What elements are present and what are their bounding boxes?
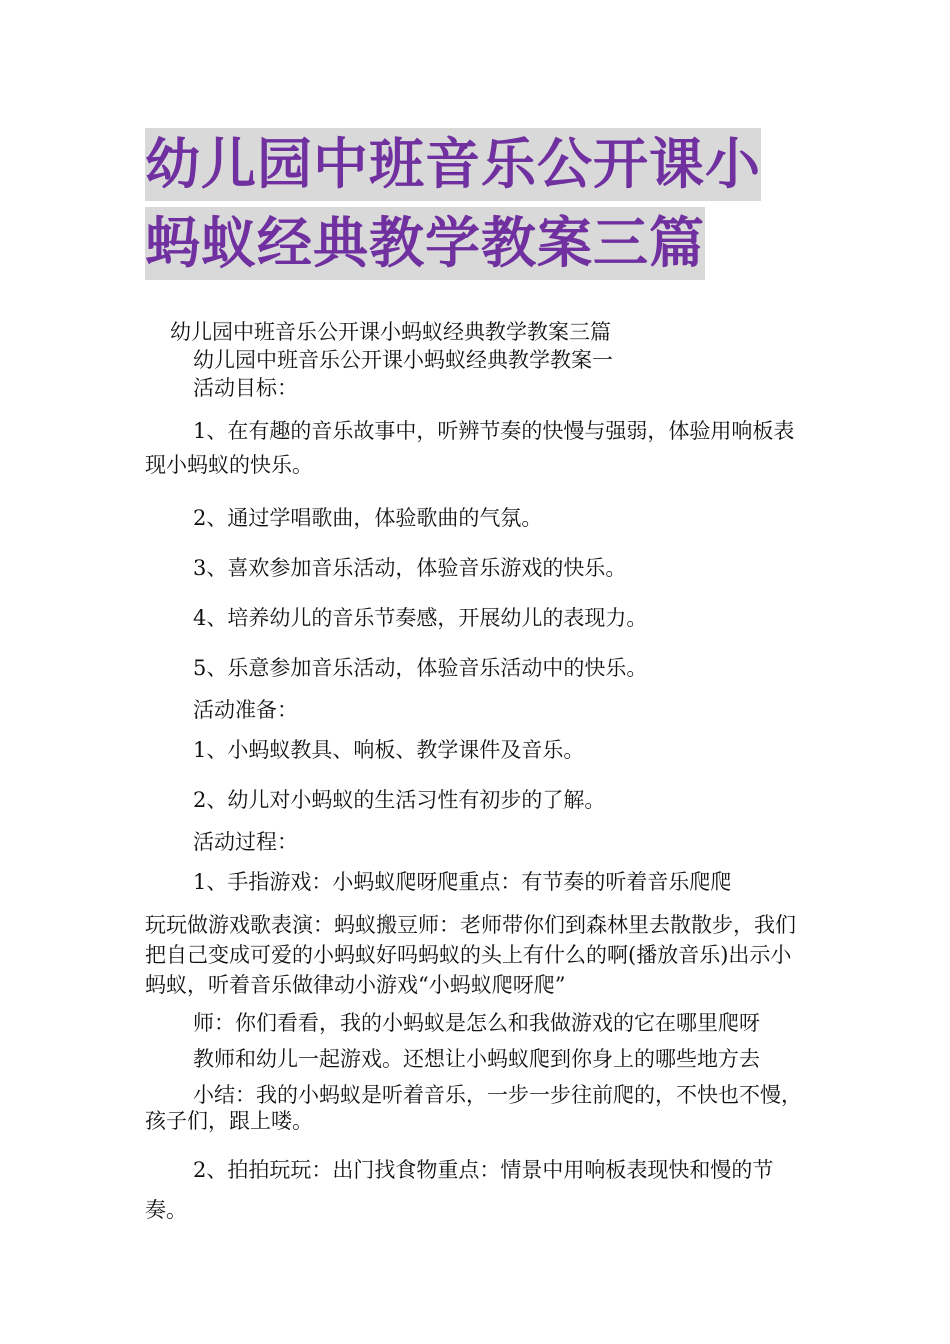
goal-item: 4、培养幼儿的音乐节奏感，开展幼儿的表现力。 bbox=[193, 606, 648, 630]
process-step-2: 2、拍拍玩玩：出门找食物重点：情景中用响板表现快和慢的节奏。 bbox=[145, 1158, 774, 1222]
together-line: 教师和幼儿一起游戏。还想让小蚂蚁爬到你身上的哪些地方去 bbox=[193, 1047, 760, 1071]
goals-heading: 活动目标： bbox=[193, 376, 298, 400]
title-line-2: 蚂蚁经典教学教案三篇 bbox=[145, 207, 705, 280]
teacher-line: 师：你们看看，我的小蚂蚁是怎么和我做游戏的它在哪里爬呀 bbox=[193, 1011, 760, 1035]
goal-item: 1、在有趣的音乐故事中，听辨节奏的快慢与强弱，体验用响板表现小蚂蚁的快乐。 bbox=[145, 419, 795, 477]
goal-item: 5、乐意参加音乐活动，体验音乐活动中的快乐。 bbox=[193, 656, 648, 680]
document-body bbox=[145, 318, 810, 1230]
subtitle: 幼儿园中班音乐公开课小蚂蚁经典教学教案三篇 bbox=[170, 320, 611, 344]
process-step-1: 1、手指游戏：小蚂蚁爬呀爬重点：有节奏的听着音乐爬爬 bbox=[193, 870, 732, 894]
document-title bbox=[145, 128, 810, 280]
prep-item: 1、小蚂蚁教具、响板、教学课件及音乐。 bbox=[193, 738, 585, 762]
process-step-1-detail: 玩玩做游戏歌表演：蚂蚁搬豆师：老师带你们到森林里去散散步，我们把自己变成可爱的小蚂蚁好吗蚂蚁的头上有什么的啊(播放音乐)出示小蚂蚁，听着音乐做律动小游戏“小蚂蚁爬呀爬” bbox=[145, 913, 796, 997]
lesson-heading: 幼儿园中班音乐公开课小蚂蚁经典教学教案一 bbox=[193, 348, 613, 372]
goal-item: 2、通过学唱歌曲，体验歌曲的气氛。 bbox=[193, 506, 543, 530]
prep-heading: 活动准备： bbox=[193, 698, 298, 722]
process-heading: 活动过程： bbox=[193, 830, 298, 854]
goal-item: 3、喜欢参加音乐活动，体验音乐游戏的快乐。 bbox=[193, 556, 627, 580]
summary-line: 小结：我的小蚂蚁是听着音乐，一步一步往前爬的，不快也不慢，孩子们，跟上喽。 bbox=[145, 1083, 802, 1133]
prep-item: 2、幼儿对小蚂蚁的生活习性有初步的了解。 bbox=[193, 788, 606, 812]
title-line-1: 幼儿园中班音乐公开课小 bbox=[145, 128, 761, 201]
